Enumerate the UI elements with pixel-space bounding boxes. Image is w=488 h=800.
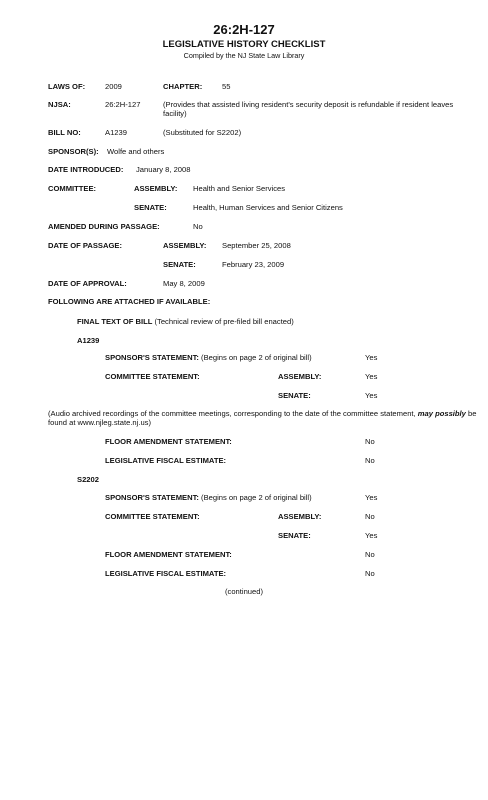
committee-assembly-label: ASSEMBLY:	[134, 184, 178, 193]
document-title: LEGISLATIVE HISTORY CHECKLIST	[162, 39, 326, 50]
audio-note-part2: be found at www.njleg.state.nj.us)	[48, 409, 477, 427]
s2202-fiscal-label: LEGISLATIVE FISCAL ESTIMATE:	[105, 569, 227, 578]
document-subtitle: Compiled by the NJ State Law Library	[183, 51, 305, 60]
a1239-fiscal-value: No	[365, 456, 375, 465]
following-heading: FOLLOWING ARE ATTACHED IF AVAILABLE:	[48, 297, 211, 306]
njsa-description: (Provides that assisted living resident's security deposit is refundable if resident leaves facility)	[163, 100, 454, 118]
committee-senate-label: SENATE:	[134, 203, 167, 212]
s2202-sponsor-line	[105, 493, 312, 502]
passage-assembly-value: September 25, 2008	[222, 241, 291, 250]
s2202-floor-value: No	[365, 550, 375, 559]
s2202-sponsor-note: (Begins on page 2 of original bill)	[201, 493, 312, 502]
a1239-sponsor-value: Yes	[365, 353, 378, 362]
bill-no-note: (Substituted for S2202)	[163, 128, 242, 137]
a1239-floor-value: No	[365, 437, 375, 446]
passage-senate-value: February 23, 2009	[222, 260, 285, 269]
s2202-sponsor-value: Yes	[365, 493, 378, 502]
amended-value: No	[193, 222, 203, 231]
date-of-passage-label: DATE OF PASSAGE:	[48, 241, 122, 250]
amended-label: AMENDED DURING PASSAGE:	[48, 222, 160, 231]
a1239-floor-label: FLOOR AMENDMENT STATEMENT:	[105, 437, 232, 446]
a1239-sponsor-line	[105, 353, 312, 362]
s2202-fiscal-value: No	[365, 569, 375, 578]
passage-assembly-label: ASSEMBLY:	[163, 241, 207, 250]
date-of-approval-label: DATE OF APPROVAL:	[48, 279, 127, 288]
continued-note: (continued)	[225, 587, 263, 596]
sponsors-label: SPONSOR(S):	[48, 147, 99, 156]
committee-assembly-value: Health and Senior Services	[193, 184, 286, 193]
date-introduced-label: DATE INTRODUCED:	[48, 165, 124, 174]
document-number: 26:2H-127	[213, 22, 275, 37]
committee-label: COMMITTEE:	[48, 184, 97, 193]
audio-note-part1: (Audio archived recordings of the committee meetings, corresponding to the date of the committee statement,	[48, 409, 418, 418]
s2202-senate-value: Yes	[365, 531, 378, 540]
bill-no-label: BILL NO:	[48, 128, 81, 137]
s2202-sponsor-label: SPONSOR'S STATEMENT:	[105, 493, 199, 502]
bill-no-value: A1239	[105, 128, 127, 137]
a1239-sponsor-label: SPONSOR'S STATEMENT:	[105, 353, 199, 362]
passage-senate-label: SENATE:	[163, 260, 196, 269]
s2202-assembly-value: No	[365, 512, 375, 521]
date-introduced-value: January 8, 2008	[136, 165, 191, 174]
a1239-senate-label: SENATE:	[278, 391, 311, 400]
a1239-heading: A1239	[77, 336, 100, 345]
date-of-approval-value: May 8, 2009	[163, 279, 205, 288]
committee-senate-value: Health, Human Services and Senior Citizens	[193, 203, 343, 212]
audio-archive-note	[48, 409, 478, 427]
audio-note-emphasis: may possibly	[417, 409, 466, 418]
s2202-heading: S2202	[77, 475, 99, 484]
chapter-label: CHAPTER:	[163, 82, 203, 91]
final-text-line	[77, 317, 294, 326]
s2202-assembly-label: ASSEMBLY:	[278, 512, 322, 521]
njsa-label: NJSA:	[48, 100, 71, 109]
final-text-label: FINAL TEXT OF BILL	[77, 317, 153, 326]
njsa-value: 26:2H-127	[105, 100, 141, 109]
a1239-senate-value: Yes	[365, 391, 378, 400]
s2202-senate-label: SENATE:	[278, 531, 311, 540]
laws-of-value: 2009	[105, 82, 122, 91]
s2202-floor-label: FLOOR AMENDMENT STATEMENT:	[105, 550, 232, 559]
sponsors-value: Wolfe and others	[107, 147, 165, 156]
a1239-assembly-label: ASSEMBLY:	[278, 372, 322, 381]
laws-of-label: LAWS OF:	[48, 82, 86, 91]
chapter-value: 55	[222, 82, 231, 91]
a1239-committee-label: COMMITTEE STATEMENT:	[105, 372, 200, 381]
final-text-note: (Technical review of pre-filed bill enacted)	[154, 317, 294, 326]
a1239-fiscal-label: LEGISLATIVE FISCAL ESTIMATE:	[105, 456, 227, 465]
a1239-assembly-value: Yes	[365, 372, 378, 381]
s2202-committee-label: COMMITTEE STATEMENT:	[105, 512, 200, 521]
a1239-sponsor-note: (Begins on page 2 of original bill)	[201, 353, 312, 362]
